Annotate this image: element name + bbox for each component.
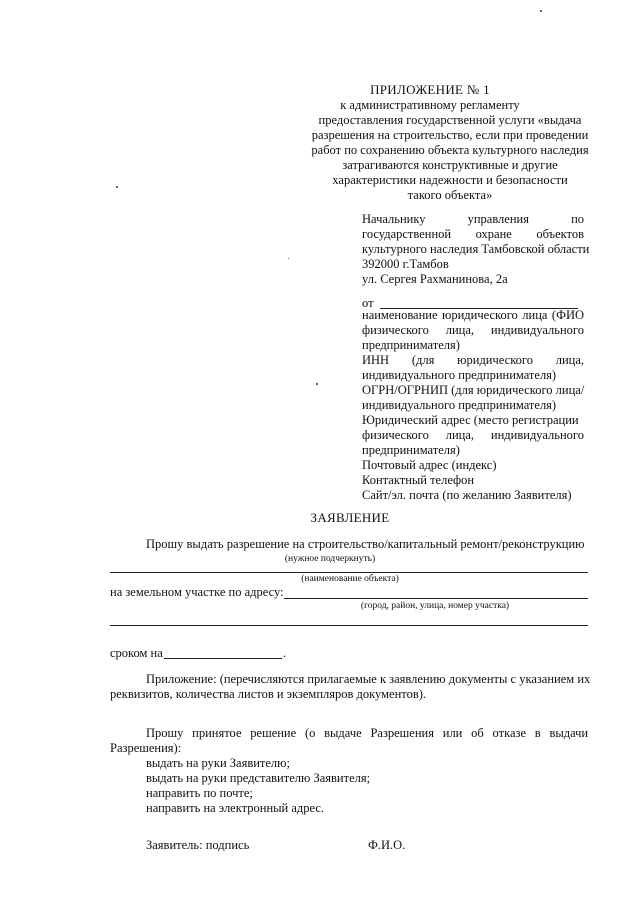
- option-item: направить по почте;: [146, 786, 253, 800]
- applicant-line: Юридический адрес (место регистрации: [362, 413, 579, 427]
- term-end: .: [283, 646, 287, 660]
- appendix-line: к административному регламенту: [340, 98, 520, 112]
- scan-speck: [540, 10, 542, 12]
- scan-speck: [116, 186, 118, 188]
- request-text: Прошу выдать разрешение на строительство/капитальный ремонт/реконструкцию: [146, 537, 585, 551]
- address-continuation-line: [110, 625, 588, 626]
- decision-line: Разрешения):: [110, 741, 182, 755]
- decision-line: Прошу принятое решение (о выдаче Разрешения или об отказе в выдачи: [146, 726, 589, 740]
- applicant-line: Контактный телефон: [362, 473, 475, 487]
- object-name-line: [110, 572, 588, 573]
- appendix-line: предоставления государственной услуги «выдача: [318, 113, 582, 127]
- appendix-line: такого объекта»: [407, 188, 493, 202]
- addressee-line: государственной охране объектов: [362, 227, 584, 241]
- term-label: сроком на: [110, 646, 163, 660]
- scan-speck: [288, 258, 289, 259]
- scan-speck: [316, 383, 318, 385]
- addressee-line: ул. Сергея Рахманинова, 2а: [362, 272, 508, 286]
- statement-heading: ЗАЯВЛЕНИЕ: [310, 510, 390, 525]
- applicant-line: физического лица, индивидуального: [362, 428, 584, 442]
- underline-hint: (нужное подчеркнуть): [284, 554, 376, 564]
- applicant-line: ОГРН/ОГРНИП (для юридического лица/: [362, 383, 585, 397]
- addressee-line: культурного наследия Тамбовской области: [362, 242, 590, 256]
- object-name-hint: (наименование объекта): [301, 574, 399, 584]
- appendix-line: разрешения на строительство, если при проведении: [311, 128, 589, 142]
- land-label: на земельном участке по адресу:: [110, 585, 284, 599]
- option-item: выдать на руки Заявителю;: [146, 756, 290, 770]
- applicant-line: наименование юридического лица (ФИО: [362, 308, 584, 322]
- applicant-line: индивидуального предпринимателя): [362, 368, 557, 382]
- applicant-line: физического лица, индивидуального: [362, 323, 584, 337]
- option-item: выдать на руки представителю Заявителя;: [146, 771, 371, 785]
- appendix-line: характеристики надежности и безопасности: [332, 173, 568, 187]
- fio-label: Ф.И.О.: [368, 838, 406, 852]
- from-label: от: [362, 296, 374, 310]
- land-address-line: [284, 598, 588, 599]
- appendix-line: затрагиваются конструктивные и другие: [342, 158, 558, 172]
- applicant-line: ИНН (для юридического лица,: [362, 353, 585, 367]
- attachment-line: реквизитов, количества листов и экземпляров документов).: [110, 687, 427, 701]
- applicant-line: предпринимателя): [362, 338, 460, 352]
- addressee-line: Начальнику управления по: [362, 212, 585, 226]
- applicant-line: индивидуального предпринимателя): [362, 398, 557, 412]
- term-underline: [164, 658, 282, 659]
- appendix-title: ПРИЛОЖЕНИЕ № 1: [370, 82, 490, 97]
- applicant-line: предпринимателя): [362, 443, 460, 457]
- attachment-line: Приложение: (перечисляются прилагаемые к заявлению документы с указанием их: [146, 672, 591, 686]
- address-hint: (город, район, улица, номер участка): [360, 601, 510, 611]
- option-item: направить на электронный адрес.: [146, 801, 325, 815]
- signature-label: Заявитель: подпись: [146, 838, 250, 852]
- appendix-line: работ по сохранению объекта культурного наследия: [311, 143, 589, 157]
- applicant-line: Почтовый адрес (индекс): [362, 458, 497, 472]
- applicant-line: Сайт/эл. почта (по желанию Заявителя): [362, 488, 572, 502]
- addressee-line: 392000 г.Тамбов: [362, 257, 449, 271]
